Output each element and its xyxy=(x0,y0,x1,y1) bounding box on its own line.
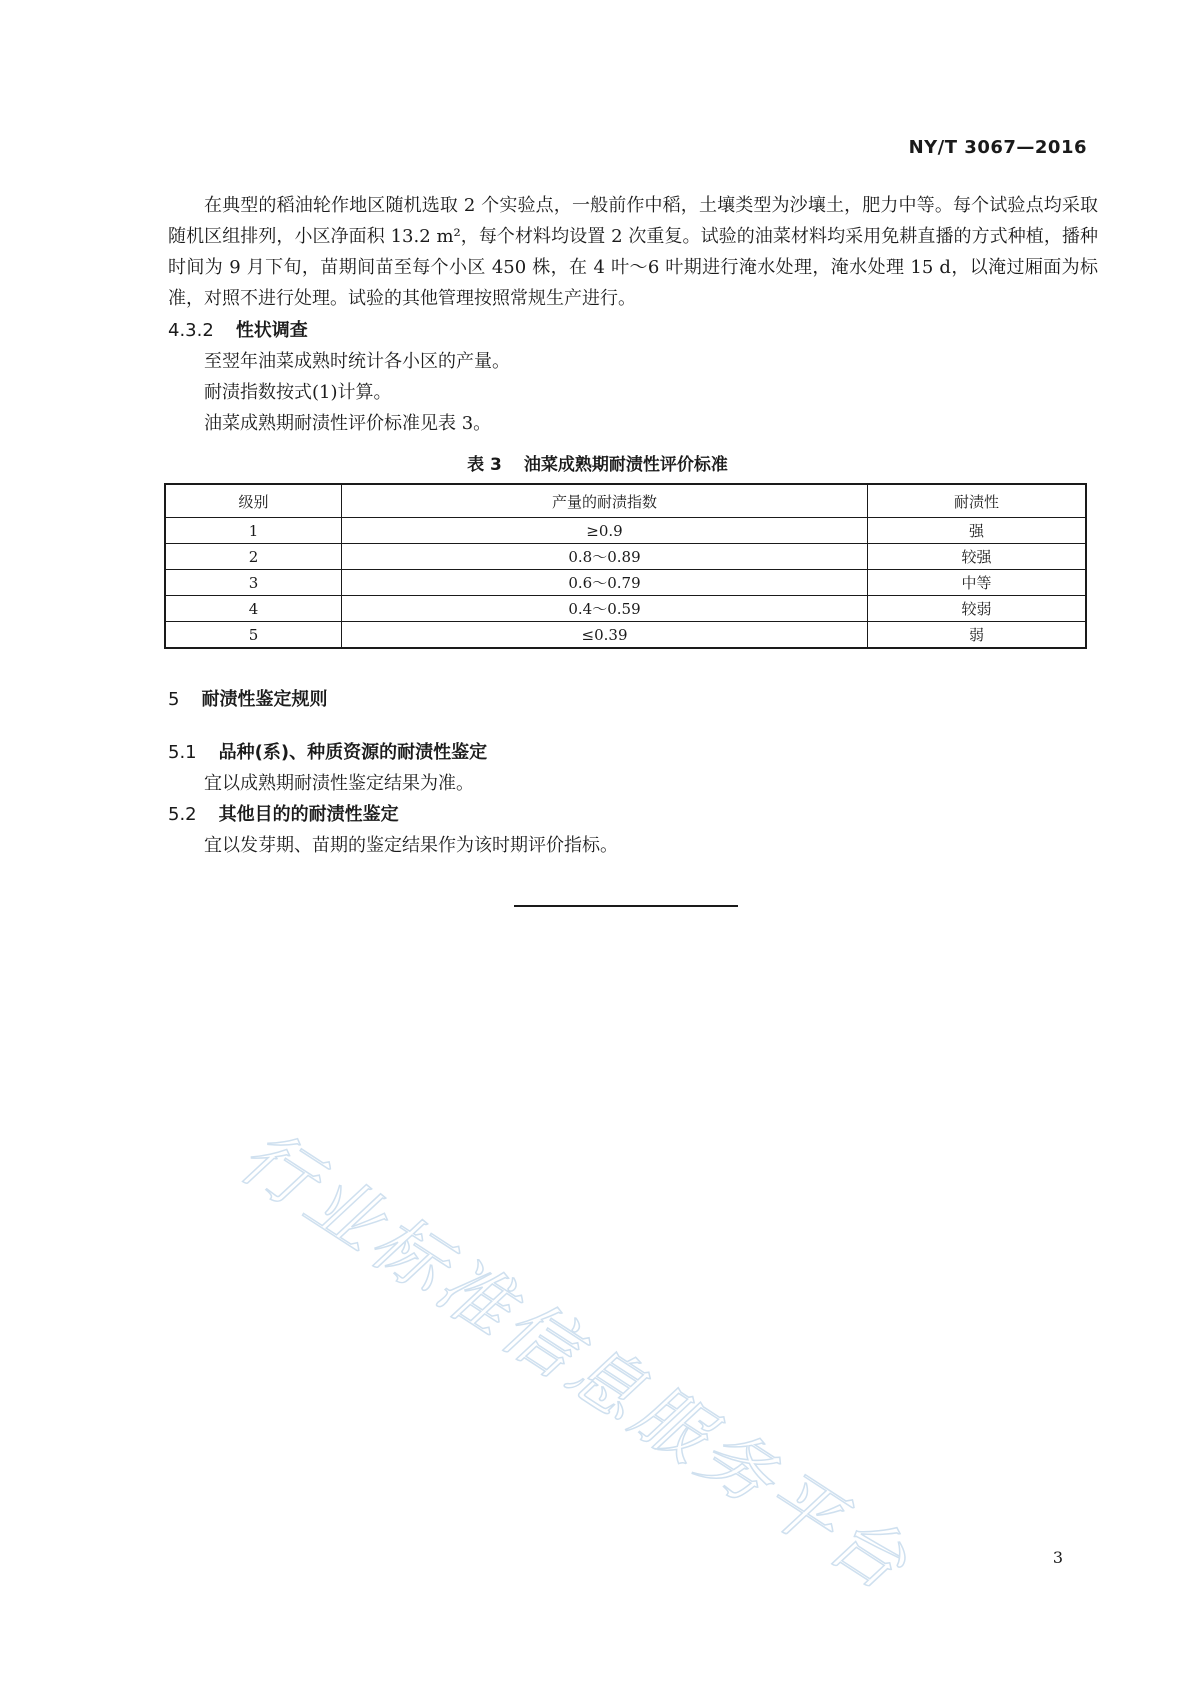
table-caption-title: 油菜成熟期耐渍性评价标准 xyxy=(523,455,728,475)
standard-code: NY/T 3067—2016 xyxy=(908,137,1087,158)
section-5-heading xyxy=(168,685,327,715)
evaluation-table xyxy=(164,483,1087,649)
section-432-number: 4.3.2 xyxy=(168,320,214,341)
header-tolerance: 耐渍性 xyxy=(868,484,1087,518)
cell-tolerance: 中等 xyxy=(868,570,1087,596)
table-header-row xyxy=(165,484,1086,518)
cell-tolerance: 强 xyxy=(868,518,1087,544)
section-51-heading xyxy=(168,738,487,768)
cell-grade: 2 xyxy=(165,544,342,570)
cell-index: ≥0.9 xyxy=(342,518,868,544)
watermark: 行业标准信息服务平台 xyxy=(225,1113,926,1609)
section-432-title: 性状调查 xyxy=(235,320,308,341)
cell-grade: 1 xyxy=(165,518,342,544)
cell-index: ≤0.39 xyxy=(342,622,868,649)
cell-tolerance: 弱 xyxy=(868,622,1087,649)
section-52-heading xyxy=(168,800,399,830)
cell-tolerance: 较强 xyxy=(868,544,1087,570)
section-51-text: 宜以成熟期耐渍性鉴定结果为准。 xyxy=(204,773,474,794)
table-caption xyxy=(0,450,1195,475)
section-52-title: 其他目的的耐渍性鉴定 xyxy=(218,804,399,825)
section-5-title: 耐渍性鉴定规则 xyxy=(201,689,328,710)
table-row xyxy=(165,518,1086,544)
table-row xyxy=(165,622,1086,649)
end-rule xyxy=(514,905,738,907)
section-432-heading xyxy=(168,316,308,346)
cell-grade: 4 xyxy=(165,596,342,622)
table-row xyxy=(165,596,1086,622)
section-5-number: 5 xyxy=(168,689,180,710)
section-432-line-2: 耐渍指数按式(1)计算。 xyxy=(204,382,392,403)
section-51-number: 5.1 xyxy=(168,742,197,763)
section-52-text: 宜以发芽期、苗期的鉴定结果作为该时期评价指标。 xyxy=(204,835,618,856)
header-index: 产量的耐渍指数 xyxy=(342,484,868,518)
cell-index: 0.4～0.59 xyxy=(342,596,868,622)
header-grade: 级别 xyxy=(165,484,342,518)
table-caption-label: 表 3 xyxy=(467,455,502,475)
cell-index: 0.8～0.89 xyxy=(342,544,868,570)
section-52-number: 5.2 xyxy=(168,804,197,825)
table-row xyxy=(165,544,1086,570)
cell-index: 0.6～0.79 xyxy=(342,570,868,596)
page-number: 3 xyxy=(1052,1548,1063,1567)
section-433-paragraph: 在典型的稻油轮作地区随机选取 2 个实验点，一般前作中稻，土壤类型为沙壤土，肥力中等。每个试验点均采取随机区组排列，小区净面积 13.2 m²，每个材料均设置 2 次重复。试验的油菜材料均采用免耕直播的方式种植，播种时间为 9 月下旬，苗期间苗至每个小区 450 株，在 4 叶～6 叶期进行淹水处理，淹水处理 15 d，以淹过厢面为标准，对照不进行处理。试验的其他管理按照常规生产进行。 xyxy=(168,195,1098,309)
section-51-title: 品种(系)、种质资源的耐渍性鉴定 xyxy=(218,742,488,763)
section-432-line-1: 至翌年油菜成熟时统计各小区的产量。 xyxy=(204,351,510,372)
cell-grade: 3 xyxy=(165,570,342,596)
table-row xyxy=(165,570,1086,596)
cell-tolerance: 较弱 xyxy=(868,596,1087,622)
section-432-line-3: 油菜成熟期耐渍性评价标准见表 3。 xyxy=(204,413,492,434)
cell-grade: 5 xyxy=(165,622,342,649)
